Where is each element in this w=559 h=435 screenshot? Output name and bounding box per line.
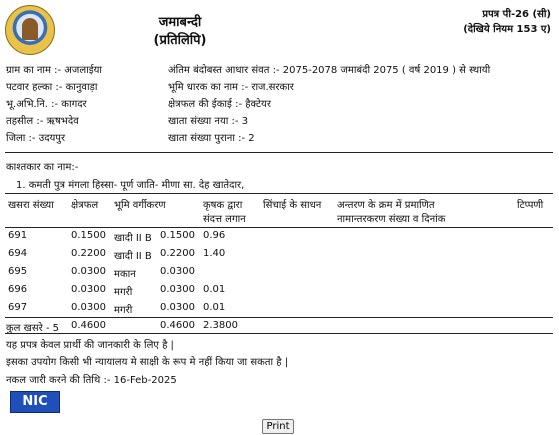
legal-note: इसका उपयोग किसी भी न्यायालय मे साक्षी के रूप मे नहीं किया जा सकता है |: [6, 357, 289, 368]
divider: [5, 227, 553, 228]
rent-value: 0.01: [203, 284, 226, 295]
land-type-area: 0.0300: [160, 266, 195, 277]
area-value: 0.1500: [71, 230, 106, 241]
cultivator-heading: काश्तकार का नाम:-: [6, 162, 79, 173]
area-value: 0.2200: [71, 248, 106, 259]
divider: [5, 152, 553, 153]
col-header-mutation: अन्तरण के क्रम में प्रमाणित: [337, 200, 435, 211]
rent-value: 0.96: [203, 230, 226, 241]
area-value: 0.0300: [71, 266, 106, 277]
khasra-number: 694: [8, 248, 28, 259]
print-button[interactable]: Print: [262, 419, 294, 434]
khasra-number: 696: [8, 284, 28, 295]
total-area: 0.4600: [71, 320, 106, 331]
khata-number-new: खाता संख्या नया :- 3: [168, 116, 249, 127]
col-header-remarks: टिप्पणी: [517, 200, 544, 211]
nic-logo: NIC: [10, 391, 60, 413]
page-subtitle: (प्रतिलिपि): [153, 33, 207, 48]
khasra-number: 691: [8, 230, 28, 241]
col-header-farmer-rent-2: संदत्त लगान: [203, 214, 246, 225]
area-value: 0.0300: [71, 284, 106, 295]
khasra-number: 697: [8, 302, 28, 313]
form-id: प्रपत्र पी-26 (सी): [482, 9, 551, 20]
land-type-area: 0.1500: [160, 230, 195, 241]
total-type-area: 0.4600: [160, 320, 195, 331]
cultivator-entry: 1. कमती पुत्र मंगला हिस्सा- पूर्ण जाति- मीणा सा. देह खातेदार,: [16, 180, 245, 191]
area-value: 0.0300: [71, 302, 106, 313]
col-header-mutation-2: नामान्तरकरण संख्या व दिनांक: [337, 214, 446, 225]
land-type: मगरी: [114, 287, 133, 298]
form-rule: (देखिये नियम 153 ए): [463, 24, 551, 35]
copy-issue-date: नकल जारी करने की तिथि :- 16-Feb-2025: [6, 375, 177, 386]
rajasthan-emblem-logo: [5, 5, 55, 55]
col-header-farmer-rent: कृषक द्वारा: [203, 200, 243, 211]
area-unit: क्षेत्रफल की ईकाई :- हैक्टेयर: [168, 99, 271, 110]
col-header-classification: भूमि वर्गीकरण: [114, 200, 166, 211]
land-type-area: 0.0300: [160, 284, 195, 295]
patwar-circle: पटवार हल्का :- कानुवाड़ा: [6, 82, 98, 93]
land-type: मगरी: [114, 305, 133, 316]
district: जिला :- उदयपुर: [6, 133, 66, 144]
land-type-area: 0.0300: [160, 302, 195, 313]
land-type: मकान: [114, 269, 136, 280]
info-note: यह प्रपत्र केवल प्रार्थी की जानकारी के लिए है |: [6, 340, 174, 351]
land-type: खादी II B: [114, 233, 152, 244]
page-title: जमाबन्दी: [158, 15, 202, 30]
rent-value: 0.01: [203, 302, 226, 313]
revenue-inspector: भू.अभि.नि. :- कागदर: [6, 99, 87, 110]
rent-value: 1.40: [203, 248, 226, 259]
total-rent: 2.3800: [203, 320, 238, 331]
land-type: खादी II B: [114, 251, 152, 262]
total-khasra-count: कुल खसरे - 5: [6, 323, 59, 334]
col-header-khasra: खसरा संख्या: [8, 200, 54, 211]
settlement-basis: अंतिम बंदोबस्त आधार संवत :- 2075-2078 जमाबंदी 2075 ( वर्ष 2019 ) से स्थायी: [168, 65, 491, 76]
tehsil: तहसील :- ऋषभदेव: [6, 116, 79, 127]
col-header-area: क्षेत्रफल: [71, 200, 99, 211]
village-name: ग्राम का नाम :- अजलाईया: [6, 65, 103, 76]
land-holder: भूमि धारक का नाम :- राज.सरकार: [168, 82, 294, 93]
khasra-number: 695: [8, 266, 28, 277]
divider: [5, 317, 553, 318]
col-header-irrigation: सिंचाई के साधन: [263, 200, 322, 211]
divider: [5, 193, 553, 194]
divider: [5, 333, 553, 334]
khata-number-old: खाता संख्या पुराना :- 2: [168, 133, 255, 144]
land-type-area: 0.2200: [160, 248, 195, 259]
